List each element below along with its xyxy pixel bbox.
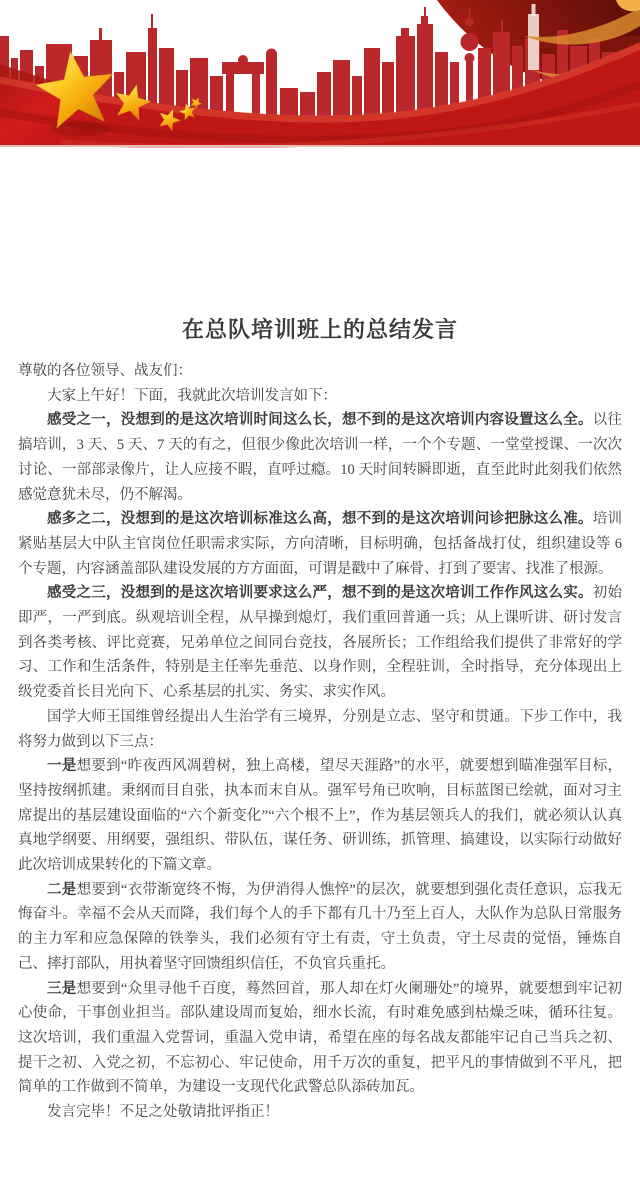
paragraph-text: 想要到“众里寻他千百度，蓦然回首，那人却在灯火阑珊处”的境界，就要想到牢记初心使命，干事创业担当。部队建设周而复始，细水长流，有时难免感到枯燥乏味，循环往复。这次培训，我们重温入党誓词，重温入党申请，希望在座的每名战友都能牢记自己当兵之初、提干之初、入党之初，不忘初心、牢记使命，用千万次的重复，把平凡的事情做到不平凡，把简单的工作做到不简单，为建设一支现代化武警总队添砖加瓦。 xyxy=(18,980,623,1096)
paragraph xyxy=(18,705,622,754)
paragraph-text: 尊敬的各位领导、战友们： xyxy=(18,363,192,379)
paragraph xyxy=(18,507,622,581)
page-title: 在总队培训班上的总结发言 xyxy=(181,317,458,342)
banner-bottom-edge xyxy=(0,145,640,147)
banner-image xyxy=(0,0,640,148)
paragraph xyxy=(18,359,622,384)
paragraph-lead: 感受之三，没想到的是这次培训要求这么严，想不到的是这次培训工作作风这么实。 xyxy=(47,585,593,602)
paragraph-text: 大家上午好！下面，我就此次培训发言如下： xyxy=(47,387,337,404)
paragraph-lead: 感受之一，没想到的是这次培训时间这么长，想不到的是这次培训内容设置这么全。 xyxy=(47,412,593,429)
document-body xyxy=(18,359,622,1125)
paragraph xyxy=(18,581,622,705)
paragraph-text: 以往搞培训，3 天、5 天、7 天的有之，但很少像此次培训一样，一个个专题、一堂堂授课、一次次讨论、一部部录像片，让人应接不暇，直呼过瘾。10 天时间转瞬即逝，直至此时此刻我们依然感觉意犹未尽，仍不解渴。 xyxy=(18,412,622,503)
paragraph-lead: 一是 xyxy=(47,758,77,775)
paragraph-text: 想要到“衣带渐宽终不悔，为伊消得人憔悴”的层次，就要想到强化责任意识，忘我无悔奋斗。幸福不会从天而降，我们每个人的手下都有几十乃至上百人，大队作为总队日常服务的主力军和应急保障的铁拳头，我们必须有守土有责，守土负责，守土尽责的觉悟，锤炼自己、摔打部队，用执着坚守回馈组织信任，不负官兵重托。 xyxy=(18,881,623,972)
paragraph xyxy=(18,977,622,1101)
paragraph-lead: 感多之二，没想到的是这次培训标准这么高，想不到的是这次培训问诊把脉这么准。 xyxy=(47,511,593,528)
paragraph xyxy=(18,408,622,507)
paragraph xyxy=(18,878,622,977)
paragraph-text: 想要到“昨夜西风凋碧树，独上高楼，望尽天涯路”的水平，就要想到瞄准强军目标，坚持按纲抓建。秉纲而目自张，执本而末自从。强军号角已吹响，目标蓝图已绘就，面对习主席提出的基层建设面临的“六个新变化”“六个根不上”，作为基层领兵人的我们，就必须认认真真地学纲要、用纲要，强组织、带队伍，谋任务、研训练，抓管理、搞建设，以实际行动做好此次培训成果转化的下篇文章。 xyxy=(18,758,623,874)
paragraph-text: 培训紧贴基层大中队主官岗位任职需求实际，方向清晰，目标明确，包括备战打仗，组织建设等 6 个专题，内容涵盖部队建设发展的方方面面，可谓是戳中了麻骨、打到了要害、找准了根源。 xyxy=(18,511,622,577)
paragraph xyxy=(18,384,622,409)
paragraph xyxy=(18,754,622,878)
paragraph-lead: 二是 xyxy=(47,881,77,898)
paragraph-text: 初始即严，一严到底。纵观培训全程，从早操到熄灯，我们重回普通一兵；从上课听讲、研讨发言到各类考核、评比竞赛，兄弟单位之间同台竞技，各展所长；工作组给我们提供了非常好的学习、工作和生活条件，特别是主任率先垂范、以身作则，全程驻训，全时指导，充分体现出上级党委首长目光向下、心系基层的扎实、务实、求实作风。 xyxy=(18,585,622,701)
paragraph-lead: 三是 xyxy=(47,980,77,997)
paragraph-text: 发言完毕！不足之处敬请批评指正！ xyxy=(47,1104,279,1121)
paragraph xyxy=(18,1100,622,1125)
white-tower-silhouette xyxy=(528,14,539,70)
paragraph-text: 国学大师王国维曾经提出人生治学有三境界，分别是立志、坚守和贯通。下步工作中，我将努力做到以下三点： xyxy=(18,708,622,750)
